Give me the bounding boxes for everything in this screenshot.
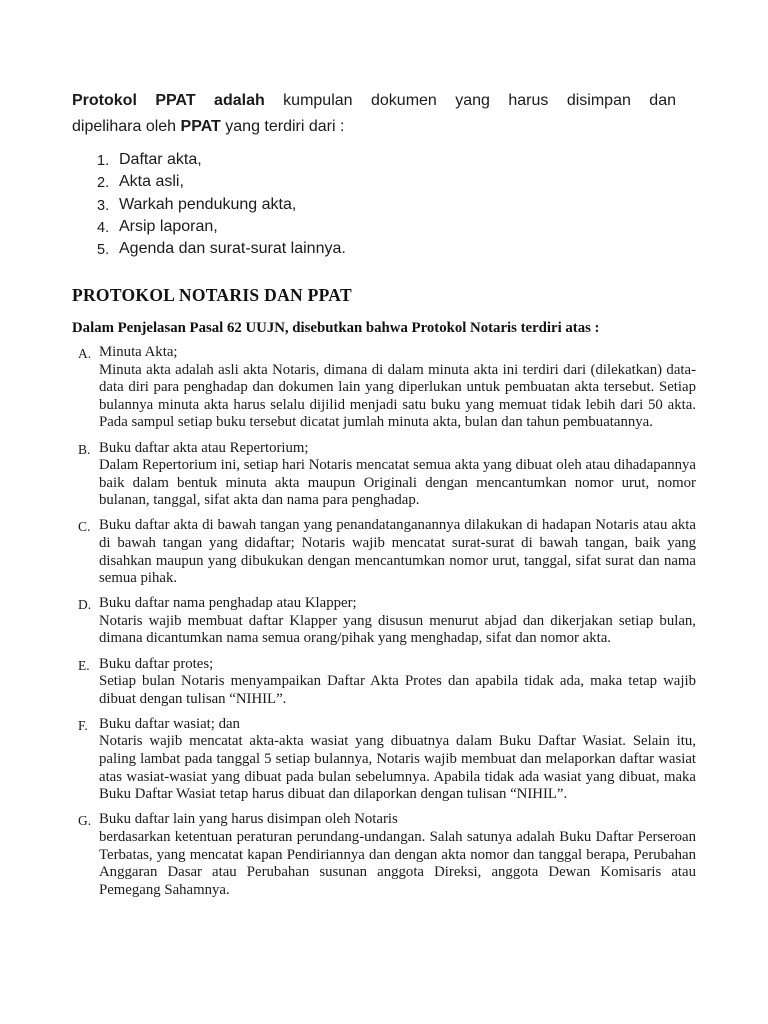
ppat-protocol-list [72, 149, 676, 260]
numbered-list-item [72, 149, 676, 171]
list-item-body: Notaris wajib mencatat akta-akta wasiat yang dibuatnya dalam Buku Daftar Wasiat. Selain itu, paling lambat pada tanggal 5 setiap bulannya, Notaris wajib membuat dan melaporkan daftar wasiat atas wasiat-wasiat yang dibuat pada bulan sebelumnya. Apabila tidak ada wasiat yang dibuat, maka Buku Daftar Wasiat tetap harus dibuat dan dilaporkan dengan tulisan “NIHIL”. [99, 733, 696, 803]
list-item-title: Minuta Akta; [99, 344, 178, 361]
list-item-body: Buku daftar akta di bawah tangan yang penandatanganannya dilakukan di hadapan Notaris atau akta di bawah tangan yang didaftar; Notaris wajib mencatat surat-surat di bawah tangan, baik yang disahkan maupun yang dibukukan dengan mencantumkan nomor urut, tanggal, sifat surat dan nama semua pihak. [99, 517, 696, 587]
list-item-text: Akta asli, [119, 173, 184, 191]
list-item-letter: A. [78, 346, 92, 362]
lettered-list-item [78, 811, 696, 899]
list-item-title: Buku daftar protes; [99, 655, 214, 672]
numbered-list-item [72, 216, 676, 238]
list-item-letter: G. [78, 813, 92, 829]
intro-paragraph [72, 88, 676, 140]
intro-text-1: kumpulan dokumen yang harus disimpan dan [264, 92, 677, 109]
list-item-text: Arsip laporan, [119, 217, 218, 235]
lettered-list-item [78, 716, 696, 804]
list-item-title: Buku daftar nama penghadap atau Klapper; [99, 595, 357, 612]
list-item-body: berdasarkan ketentuan peraturan perundang-undangan. Salah satunya adalah Buku Daftar Perseroan Terbatas, yang mencatat kapan Pendiriannya dan dengan akta nomor dan tanggal berapa, Perubahan Anggaran Dasar atau Perubahan susunan anggota Direksi, anggota Dewan Komisaris atau Pemegang Sahamnya. [99, 828, 696, 898]
section-intro: Dalam Penjelasan Pasal 62 UUJN, disebutkan bahwa Protokol Notaris terdiri atas : [72, 320, 600, 337]
intro-line-2 [72, 114, 676, 140]
list-item-letter: F. [78, 717, 88, 733]
list-item-number: 5. [97, 242, 110, 259]
numbered-list-item [72, 194, 676, 216]
list-item-number: 2. [97, 175, 110, 192]
lettered-list-item [78, 344, 696, 432]
list-item-text: Agenda dan surat-surat lainnya. [119, 240, 346, 258]
intro-text-3: yang terdiri dari : [220, 118, 345, 135]
list-item-body: Setiap bulan Notaris menyampaikan Daftar Akta Protes dan apabila tidak ada, maka tetap wajib dibuat dengan tulisan “NIHIL”. [99, 673, 696, 707]
section-heading: PROTOKOL NOTARIS DAN PPAT [72, 285, 352, 306]
list-item-letter: D. [78, 597, 92, 613]
list-item-body: Notaris wajib membuat daftar Klapper yang disusun menurut abjad dan dikerjakan setiap bulan, dimana dicantumkan nama semua orang/pihak yang menghadap, sifat dan nomor akta. [99, 612, 696, 647]
lettered-list-item [78, 517, 696, 587]
intro-bold-ppat: PPAT [180, 118, 221, 135]
numbered-list-item [72, 238, 676, 260]
intro-line-1 [72, 88, 676, 114]
numbered-list-item [72, 171, 676, 193]
list-item-letter: E. [78, 657, 90, 673]
list-item-title: Buku daftar akta atau Repertorium; [99, 439, 309, 456]
list-item-title: Buku daftar lain yang harus disimpan oleh Notaris [99, 811, 398, 828]
notaris-protocol-list [78, 344, 696, 899]
list-item-body: Minuta akta adalah asli akta Notaris, dimana di dalam minuta akta ini terdiri dari (dilekatkan) data-data diri para penghadap dan dokumen lain yang diperlukan untuk pembuatan akta tersebut. Setiap bulannya minuta akta harus selalu dijilid menjadi satu buku yang memuat tidak lebih dari 50 akta. Pada sampul setiap buku tersebut dicatat jumlah minuta akta, bulan dan tahun pembuatannya. [99, 361, 696, 431]
intro-bold-lead: Protokol PPAT adalah [72, 92, 265, 109]
list-item-number: 3. [97, 197, 110, 214]
list-item-letter: C. [78, 519, 91, 535]
list-item-number: 1. [97, 153, 110, 169]
list-item-body: Dalam Repertorium ini, setiap hari Notaris mencatat semua akta yang dibuat oleh atau dihadapannya baik dalam bentuk minuta akta maupun Originali dengan mencantumkan nomor urut, nomor bulanan, tanggal, sifat akta dan nama para penghadap. [99, 457, 696, 509]
lettered-list-item [78, 656, 696, 709]
list-item-text: Daftar akta, [119, 151, 202, 168]
lettered-list-item [78, 595, 696, 648]
intro-text-2: dipelihara oleh [72, 118, 181, 135]
list-item-text: Warkah pendukung akta, [119, 195, 297, 213]
list-item-number: 4. [97, 219, 110, 236]
lettered-list-item [78, 440, 696, 510]
list-item-title: Buku daftar wasiat; dan [99, 715, 240, 732]
list-item-letter: B. [78, 441, 91, 457]
